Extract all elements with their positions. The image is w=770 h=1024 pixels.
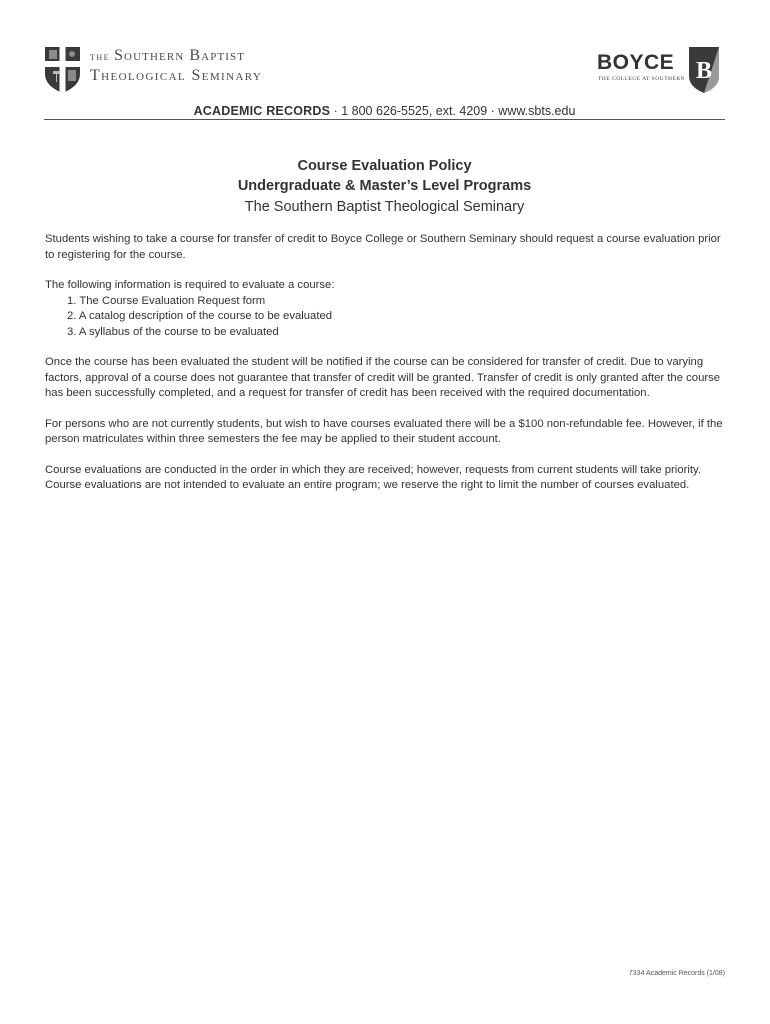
policy-body (45, 232, 730, 509)
paragraph-priority: Course evaluations are conducted in the order in which they are received; however, requests from current students will take priority. Course evaluations are not intended to evaluate an entire program; we reserve the right to limit the number of courses evaluated. (45, 463, 701, 491)
contact-bar (44, 103, 725, 119)
form-code: 7334 Academic Records (1/08) (628, 970, 725, 977)
sbts-the: the (90, 49, 111, 63)
boyce-wordmark: BOYCE (597, 51, 675, 74)
department-name: ACADEMIC RECORDS (193, 104, 331, 118)
requirements-intro: The following information is required to evaluate a course: (45, 279, 335, 291)
sbts-line1 (90, 46, 315, 66)
paragraph-transfer-request: Students wishing to take a course for transfer of credit to Boyce College or Southern Seminary should request a course evaluation prior to registering for the course. (45, 233, 721, 261)
header-divider (44, 119, 725, 120)
list-item: 3. A syllabus of the course to be evaluated (67, 325, 279, 338)
sbts-southern-baptist: Southern Baptist (114, 47, 246, 64)
title-block (44, 156, 725, 218)
boyce-logo (594, 46, 726, 96)
sbts-wordmark (90, 46, 315, 86)
boyce-emblem-letter: B (695, 58, 713, 84)
sbts-theological-seminary: Theological Seminary (90, 67, 263, 84)
document-title: Course Evaluation Policy (297, 158, 472, 174)
paragraph-fee: For persons who are not currently students, but wish to have courses evaluated there will be a $100 non-refundable fee. However, if the person matriculates within three semesters the fee may be applied to their student account. (45, 417, 723, 445)
list-item: 1. The Course Evaluation Request form (67, 294, 266, 307)
sbts-shield-icon (44, 46, 81, 94)
document-subtitle: Undergraduate & Master’s Level Programs (237, 178, 532, 194)
paragraph-evaluation-outcome: Once the course has been evaluated the student will be notified if the course can be considered for transfer of credit. Due to varying factors, approval of a course does not guarantee that transfer of credit will be granted. Transfer of credit is only granted after the course has been successfully completed, and a request for transfer of credit has been received with the required documentation. (45, 356, 721, 399)
institution-name: The Southern Baptist Theological Seminary (244, 199, 525, 215)
requirements-list (45, 278, 730, 340)
list-item: 2. A catalog description of the course to be evaluated (67, 310, 333, 322)
sbts-logo (44, 46, 314, 96)
boyce-shield-icon (688, 46, 720, 94)
boyce-subtitle: THE COLLEGE AT SOUTHERN (598, 76, 686, 82)
contact-details: · 1 800 626-5525, ext. 4209 · www.sbts.edu (330, 104, 576, 118)
